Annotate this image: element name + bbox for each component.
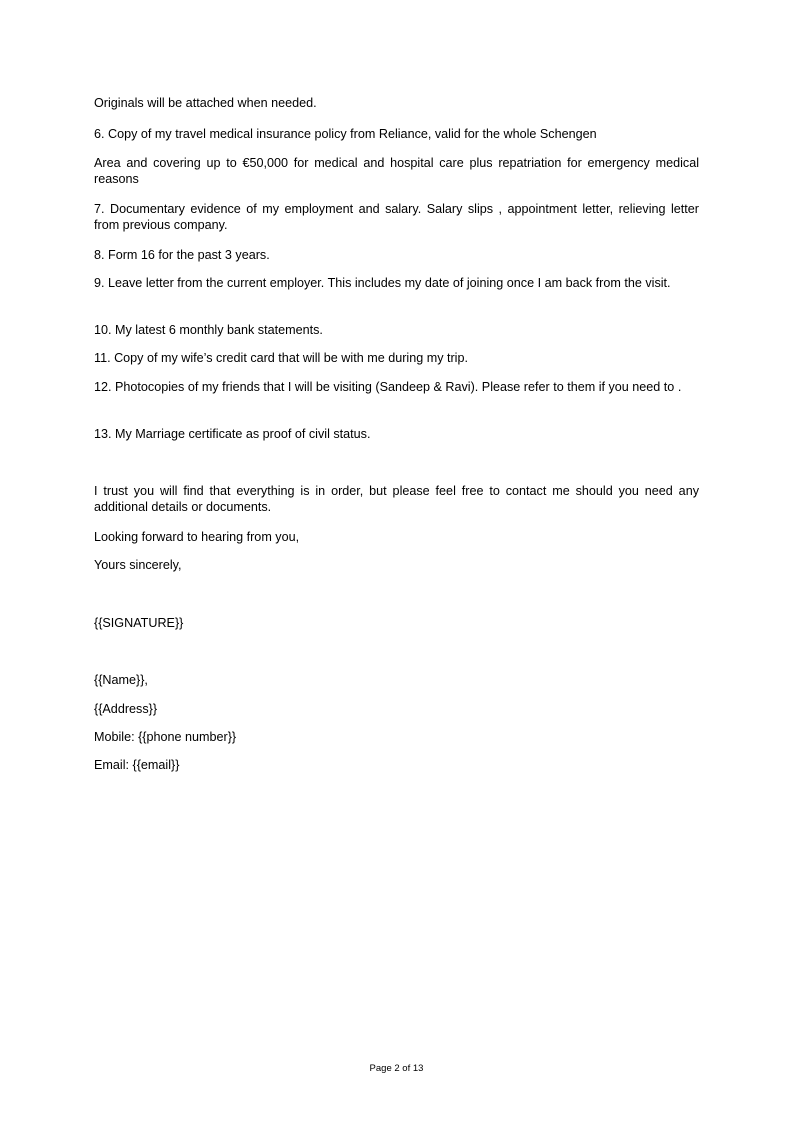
page-footer: Page 2 of 13 bbox=[369, 1063, 424, 1074]
paragraph-item-12: 12. Photocopies of my friends that I will be visiting (Sandeep & Ravi). Please refer to them if you need to . bbox=[94, 380, 682, 394]
name-placeholder: {{Name}}, bbox=[94, 673, 148, 687]
paragraph-item-13: 13. My Marriage certificate as proof of civil status. bbox=[94, 427, 371, 441]
paragraph-item-7: 7. Documentary evidence of my employment and salary. Salary slips , appointment letter, relieving letter from previous company. bbox=[94, 202, 699, 232]
paragraph-item-8: 8. Form 16 for the past 3 years. bbox=[94, 248, 270, 262]
paragraph-item-6-continued: Area and covering up to €50,000 for medical and hospital care plus repatriation for emergency medical reasons bbox=[94, 156, 699, 186]
mobile-line: Mobile: {{phone number}} bbox=[94, 730, 237, 744]
signature-placeholder: {{SIGNATURE}} bbox=[94, 616, 184, 630]
paragraph-item-6: 6. Copy of my travel medical insurance policy from Reliance, valid for the whole Schengen bbox=[94, 127, 597, 141]
closing-sign-off: Yours sincerely, bbox=[94, 558, 182, 572]
paragraph-item-11: 11. Copy of my wife’s credit card that will be with me during my trip. bbox=[94, 351, 468, 365]
paragraph-originals: Originals will be attached when needed. bbox=[94, 96, 317, 110]
closing-trust: I trust you will find that everything is in order, but please feel free to contact me should you need any additional details or documents. bbox=[94, 484, 699, 514]
paragraph-item-10: 10. My latest 6 monthly bank statements. bbox=[94, 323, 323, 337]
closing-looking-forward: Looking forward to hearing from you, bbox=[94, 530, 300, 544]
paragraph-item-9: 9. Leave letter from the current employer. This includes my date of joining once I am back from the visit. bbox=[94, 276, 671, 290]
email-line: Email: {{email}} bbox=[94, 758, 180, 772]
address-placeholder: {{Address}} bbox=[94, 702, 158, 716]
